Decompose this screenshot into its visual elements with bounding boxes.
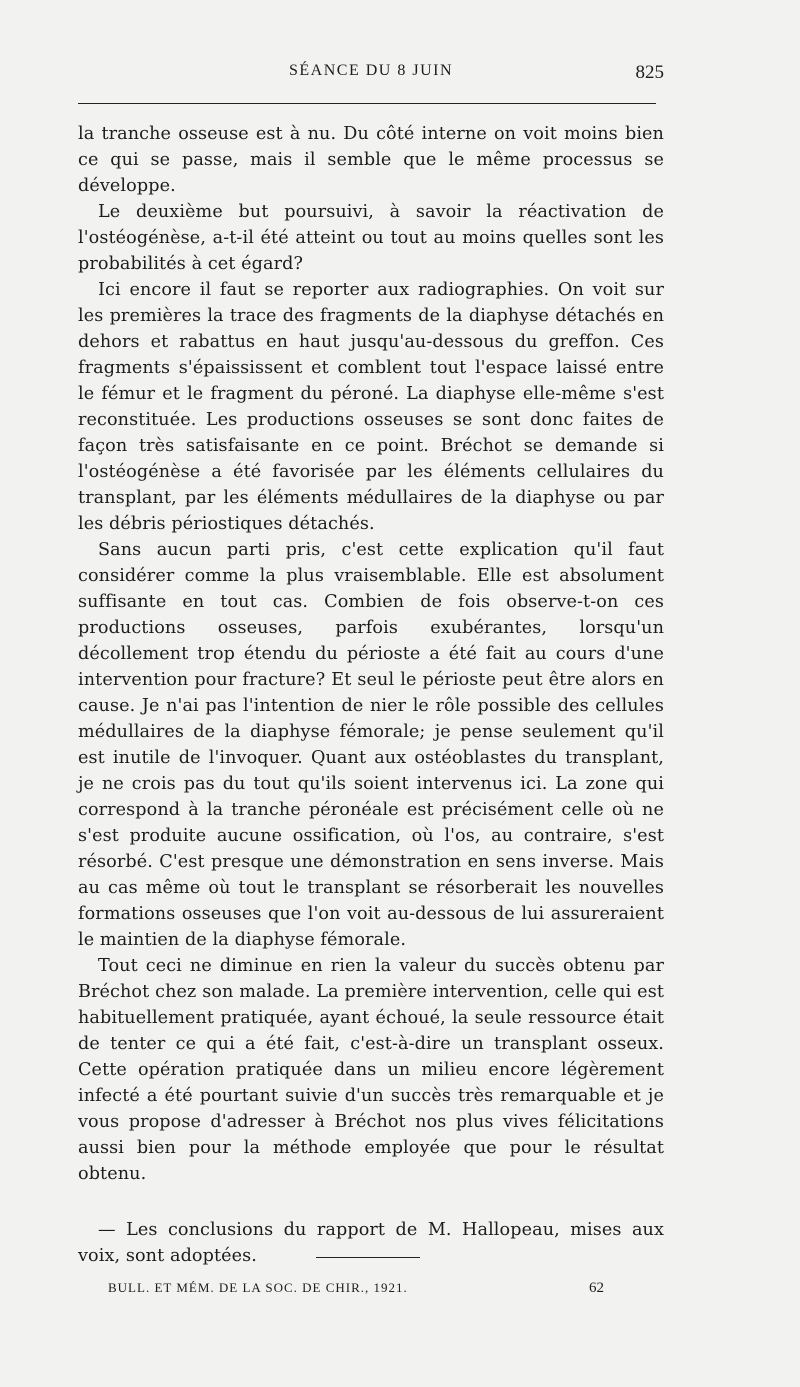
paragraph: Le deuxième but poursuivi, à savoir la réactivation de l'ostéogénèse, a-t-il été atteint ou tout au moins quelles sont les probabilités à cet égard? [78, 202, 664, 274]
conclusion-paragraph: — Les conclusions du rapport de M. Hallopeau, mises aux voix, sont adoptées. [78, 1220, 664, 1266]
header-rule [78, 103, 656, 104]
paragraph: Sans aucun parti pris, c'est cette explication qu'il faut considérer comme la plus vraisemblable. Elle est absolument suffisante en tout cas. Combien de fois observe-t-on ces productions osseuses, parfois exubérantes, lorsqu'un décollement trop étendu du périoste a été fait au cours d'une intervention pour fracture? Et seul le périoste peut être alors en cause. Je n'ai pas l'intention de nier le rôle possible des cellules médullaires de la diaphyse fémorale; je pense seulement qu'il est inutile de l'invoquer. Quant aux ostéoblastes du transplant, je ne crois pas du tout qu'ils soient intervenus ici. La zone qui correspond à la tranche péronéale est précisément celle où ne s'est produite aucune ossification, où l'os, au contraire, s'est résorbé. C'est presque une démonstration en sens inverse. Mais au cas même où tout le transplant se résorberait les nouvelles formations osseuses que l'on voit au-dessous de lui assureraient le maintien de la diaphyse fémorale. [78, 540, 664, 950]
footer [108, 1280, 604, 1302]
paragraph: Tout ceci ne diminue en rien la valeur du succès obtenu par Bréchot chez son malade. La première intervention, celle qui est habituellement pratiquée, ayant échoué, la seule ressource était de tenter ce qui a été fait, c'est-à-dire un transplant osseux. Cette opération pratiquée dans un milieu encore légèrement infecté a été pourtant suivie d'un succès très remarquable et je vous propose d'adresser à Bréchot nos plus vives félicitations aussi bien pour la méthode employée que pour le résultat obtenu. [78, 956, 664, 1184]
page-number: 825 [635, 62, 664, 83]
paragraph: Ici encore il faut se reporter aux radiographies. On voit sur les premières la trace des fragments de la diaphyse détachés en dehors et rabattus en haut jusqu'au-dessous du greffon. Ces fragments s'épaississent et comblent tout l'espace laissé entre le fémur et le fragment du péroné. La diaphyse elle-même s'est reconstituée. Les productions osseuses se sont donc faites de façon très satisfaisante en ce point. Bréchot se demande si l'ostéogénèse a été favorisée par les éléments cellulaires du transplant, par les éléments médullaires de la diaphyse ou par les débris périostiques détachés. [78, 280, 664, 534]
running-header [78, 62, 664, 88]
signature-mark: 62 [589, 1280, 604, 1296]
footer-rule [316, 1257, 420, 1258]
body-text [78, 121, 664, 1269]
header-title: SÉANCE DU 8 JUIN [289, 62, 453, 79]
paragraph-continued: la tranche osseuse est à nu. Du côté interne on voit moins bien ce qui se passe, mais il semble que le même processus se développe. [78, 124, 664, 196]
footer-reference: BULL. ET MÉM. DE LA SOC. DE CHIR., 1921. [108, 1280, 408, 1295]
